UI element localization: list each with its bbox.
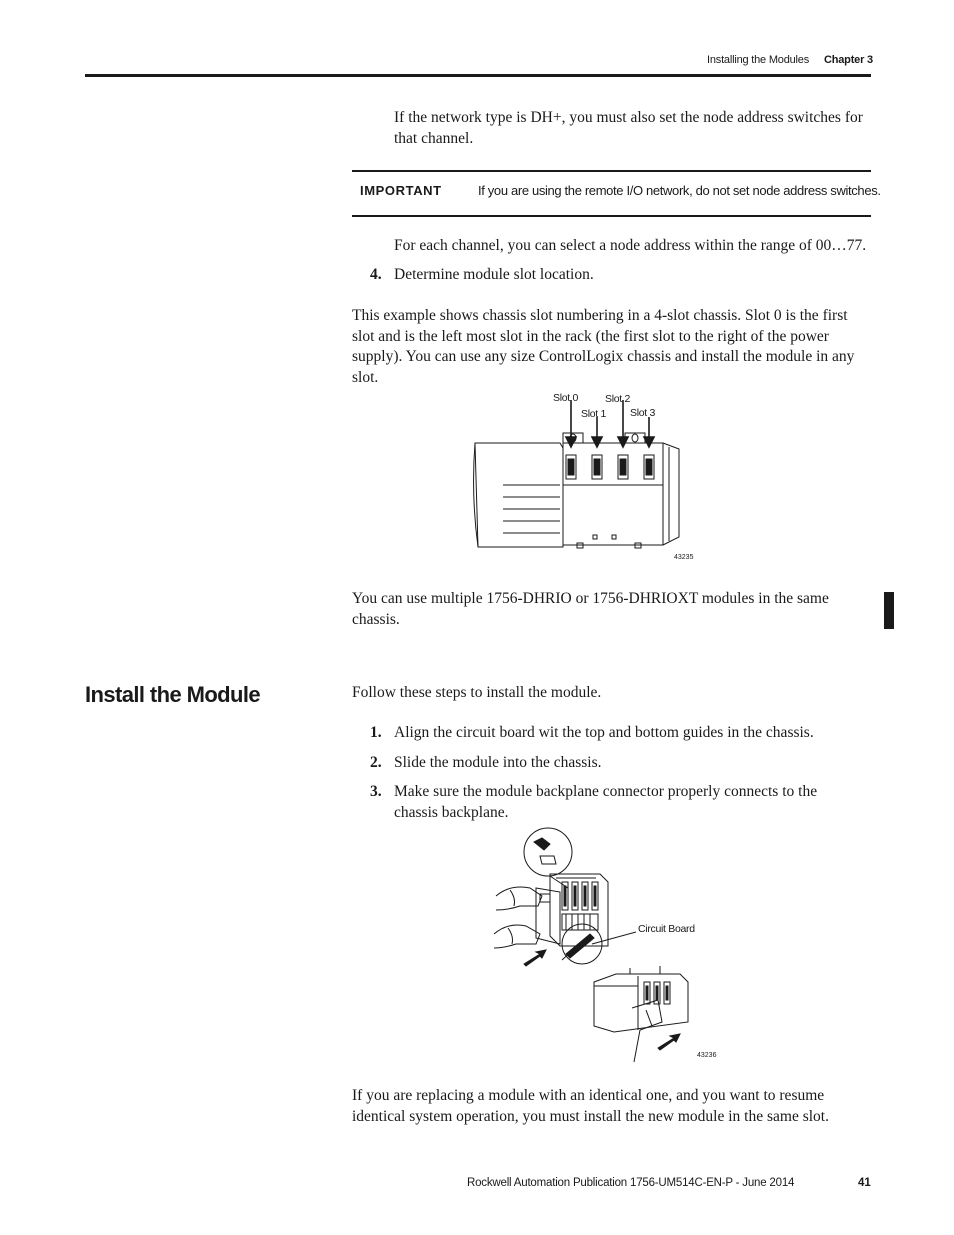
step-4-text: Determine module slot location.: [394, 266, 594, 283]
important-text: If you are using the remote I/O network, do not set node address switches.: [478, 183, 881, 198]
dh-plus-note: If the network type is DH+, you must also set the node address switches for that channel.: [394, 109, 863, 147]
multiple-modules-paragraph: You can use multiple 1756-DHRIO or 1756-DHRIOXT modules in the same chassis.: [352, 590, 829, 628]
node-range-text: For each channel, you can select a node address within the range of 00…77.: [394, 237, 867, 254]
figure-1-id: 43235: [674, 554, 694, 561]
figure-2-id: 43236: [697, 1052, 717, 1059]
running-header-chapter: Chapter 3: [824, 54, 873, 66]
footer-page-number: 41: [858, 1177, 871, 1189]
thumb-tab-marker: [884, 592, 894, 629]
step-3-number: 3.: [370, 783, 382, 800]
important-top-rule: [352, 170, 871, 172]
slot-1-label: Slot 1: [581, 408, 607, 420]
step-1-number: 1.: [370, 724, 382, 741]
chassis-slot-figure: [465, 385, 700, 565]
install-illustration: [490, 826, 730, 1066]
slot-example-paragraph: This example shows chassis slot numbering in a 4-slot chassis. Slot 0 is the first slot and is the left most slot in the rack (the first slot to the right of the power supply). You can use any size ControlLogix chassis and install the module in any slot.: [352, 307, 855, 386]
install-intro: Follow these steps to install the module.: [352, 684, 602, 701]
install-module-figure: [490, 826, 730, 1066]
slot-2-label: Slot 2: [605, 393, 631, 405]
important-bottom-rule: [352, 215, 871, 217]
step-2-number: 2.: [370, 754, 382, 771]
step-2-text: Slide the module into the chassis.: [394, 754, 602, 771]
replacing-paragraph: If you are replacing a module with an identical one, and you want to resume identical system operation, you must install the new module in the same slot.: [352, 1087, 829, 1125]
step-1-text: Align the circuit board wit the top and bottom guides in the chassis.: [394, 724, 814, 741]
footer-publication: Rockwell Automation Publication 1756-UM514C-EN-P - June 2014: [467, 1177, 795, 1189]
section-heading: Install the Module: [85, 682, 260, 707]
slot-3-label: Slot 3: [630, 407, 656, 419]
step-3-text: Make sure the module backplane connector properly connects to the chassis backplane.: [394, 783, 818, 821]
slot-0-label: Slot 0: [553, 392, 579, 404]
important-label: IMPORTANT: [360, 183, 442, 198]
step-4-number: 4.: [370, 266, 382, 283]
running-header-section: Installing the Modules: [707, 54, 809, 66]
circuit-board-label: Circuit Board: [638, 923, 695, 935]
header-rule: [85, 74, 871, 77]
